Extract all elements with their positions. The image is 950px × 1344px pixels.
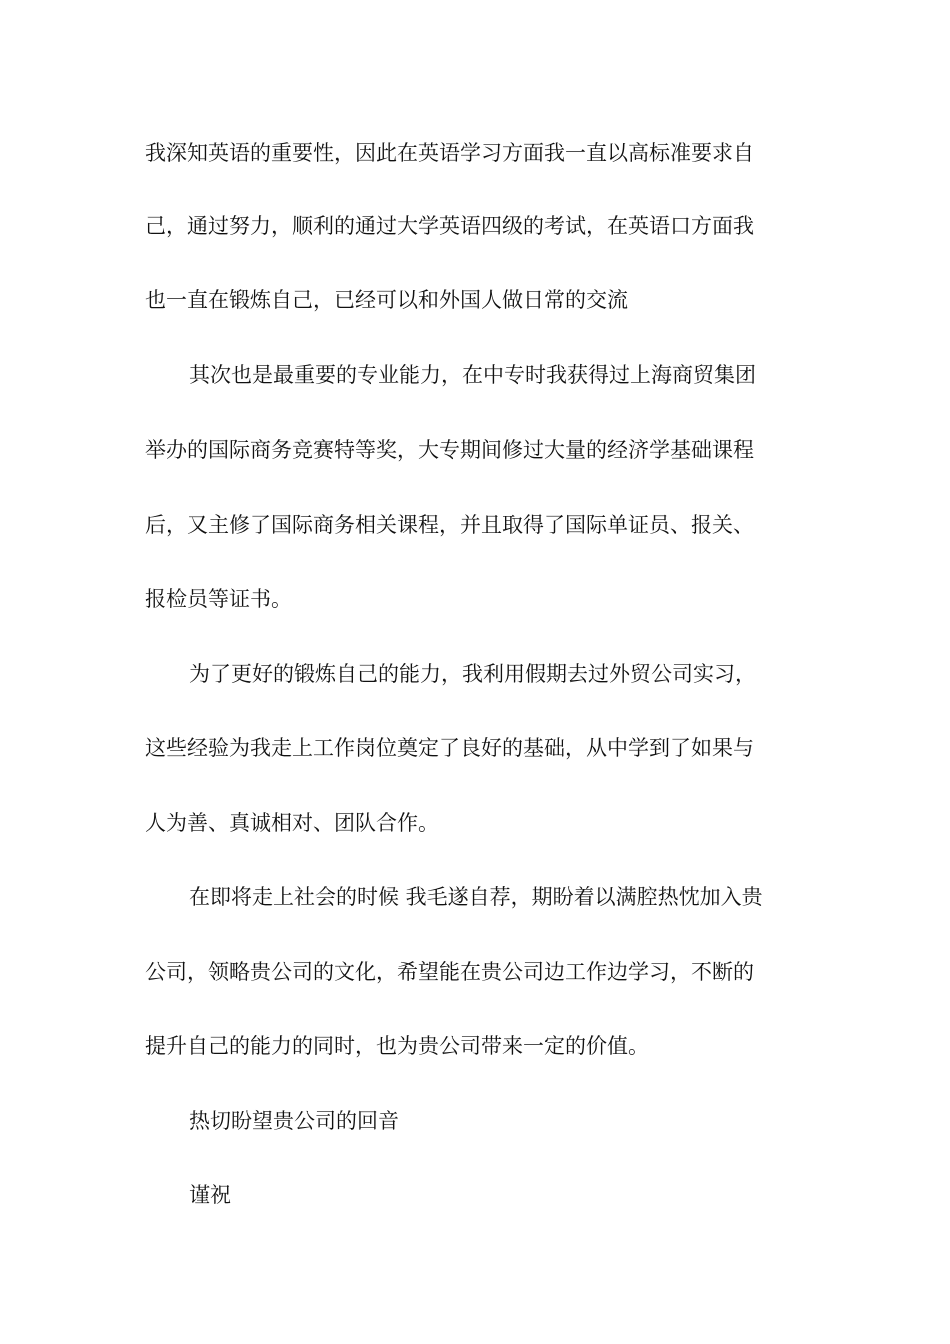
- paragraph-professional-line-4: 报检员等证书。: [145, 587, 292, 611]
- paragraph-internship-line-1: 为了更好的锻炼自己的能力，我利用假期去过外贸公司实习，: [189, 662, 756, 686]
- paragraph-professional-line-2: 举办的国际商务竞赛特等奖，大专期间修过大量的经济学基础课程: [145, 438, 754, 462]
- paragraph-self-recommend-line-3: 提升自己的能力的同时，也为贵公司带来一定的价值。: [145, 1034, 649, 1058]
- paragraph-professional-line-3: 后，又主修了国际商务相关课程，并且取得了国际单证员、报关、: [145, 513, 754, 537]
- paragraph-english-line-3: 也一直在锻炼自己，已经可以和外国人做日常的交流: [145, 288, 628, 312]
- paragraph-professional-line-1: 其次也是最重要的专业能力，在中专时我获得过上海商贸集团: [189, 363, 756, 387]
- paragraph-internship-line-3: 人为善、真诚相对、团队合作。: [145, 811, 439, 835]
- paragraph-internship-line-2: 这些经验为我走上工作岗位奠定了良好的基础，从中学到了如果与: [145, 736, 754, 760]
- paragraph-self-recommend-line-1: 在即将走上社会的时候 我毛遂自荐，期盼着以满腔热忱加入贵: [189, 885, 763, 909]
- closing-hope-line: 热切盼望贵公司的回音: [189, 1109, 399, 1133]
- closing-salutation-line: 谨祝: [189, 1183, 231, 1207]
- paragraph-self-recommend-line-2: 公司，领略贵公司的文化，希望能在贵公司边工作边学习，不断的: [145, 960, 754, 984]
- paragraph-english-line-2: 己，通过努力，顺利的通过大学英语四级的考试，在英语口方面我: [145, 214, 754, 238]
- paragraph-english-line-1: 我深知英语的重要性，因此在英语学习方面我一直以高标准要求自: [145, 141, 754, 165]
